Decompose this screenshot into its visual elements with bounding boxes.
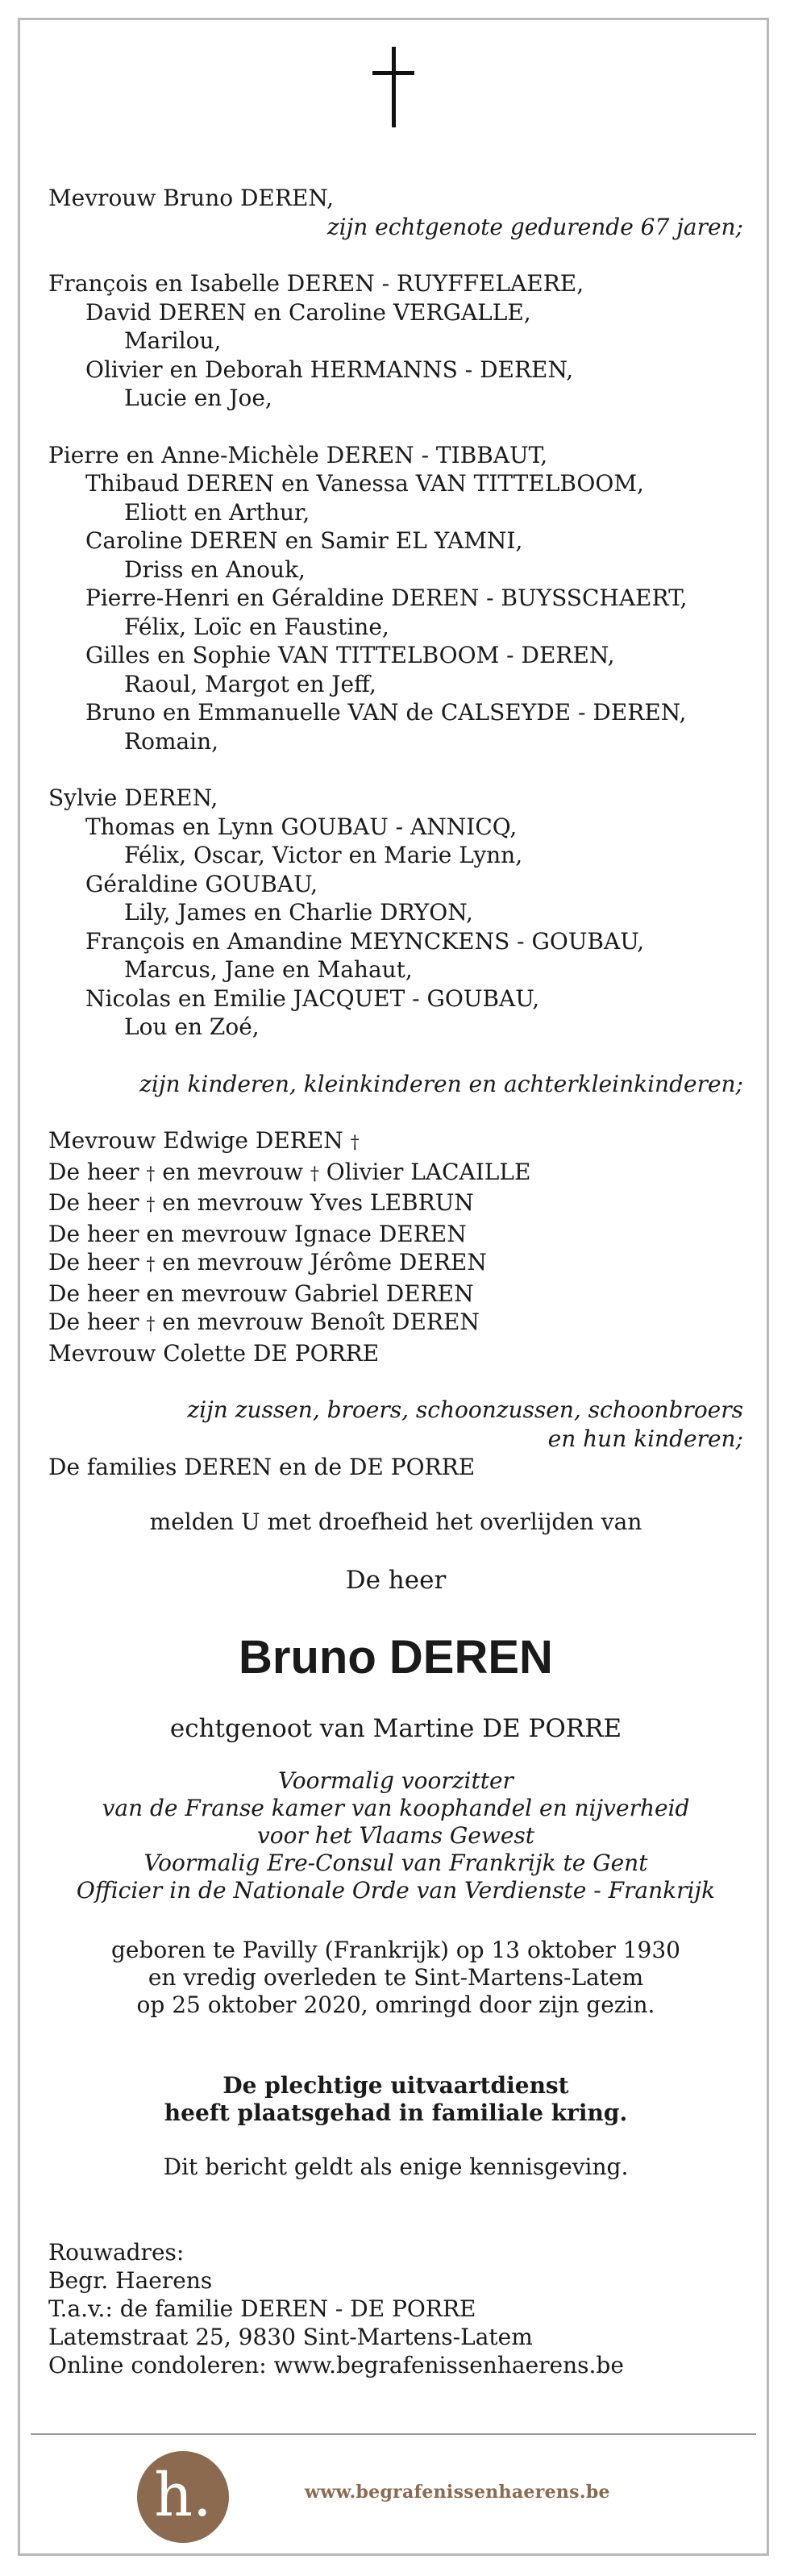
spouse-caption: zijn echtgenote gedurende 67 jaren; [326, 213, 743, 240]
sibling-line: De heer en mevrouw Gabriel DEREN [48, 1280, 474, 1307]
child-family-head: Pierre en Anne-Michèle DEREN - TIBBAUT, [48, 441, 548, 468]
grandchild-line: David DEREN en Caroline VERGALLE, [85, 298, 531, 326]
great-grandchild-line: Lucie en Joe, [124, 385, 272, 411]
address-block [48, 2238, 743, 2379]
funeral-line: De plechtige uitvaartdienst [222, 2072, 569, 2099]
families-line: De families DEREN en de DE PORRE [48, 1454, 476, 1480]
great-grandchild-line: Lily, James en Charlie DRYON, [124, 899, 473, 926]
function-line: van de Franse kamer van koophandel en nijverheid [102, 1795, 690, 1821]
website-link[interactable]: www.begrafenissenhaerens.be [305, 2482, 610, 2503]
function-line: Officier in de Nationale Orde van Verdienste - Frankrijk [76, 1877, 716, 1904]
grandchild-line: Thomas en Lynn GOUBAU - ANNICQ, [85, 813, 518, 840]
grandchild-line: Nicolas en Emilie JACQUET - GOUBAU, [85, 984, 540, 1012]
funeral-block [48, 2072, 743, 2127]
grandchild-line: Thibaud DEREN en Vanessa VAN TITTELBOOM, [85, 470, 644, 497]
funeral-home-logo: h. [137, 2451, 229, 2543]
deceased-name: Bruno DEREN [239, 1630, 553, 1683]
great-grandchild-line: Félix, Oscar, Victor en Marie Lynn, [124, 842, 523, 868]
sibling-line: De heer † en mevrouw † Olivier LACAILLE [48, 1158, 531, 1185]
great-grandchild-line: Driss en Anouk, [124, 556, 306, 583]
child-family-head: François en Isabelle DEREN - RUYFFELAERE, [48, 270, 584, 297]
cross-icon [372, 47, 414, 127]
birth-death-line: geboren te Pavilly (Frankrijk) op 13 oktober 1930 [111, 1937, 680, 1963]
function-line: voor het Vlaams Gewest [256, 1822, 535, 1849]
spouse-of: echtgenoot van Martine DE PORRE [169, 1713, 622, 1743]
sibling-line: De heer † en mevrouw Jérôme DEREN [48, 1249, 487, 1276]
functions-block [48, 1767, 743, 1904]
dagger-icon: † [310, 1163, 319, 1184]
siblings-caption: en hun kinderen; [547, 1425, 743, 1452]
great-grandchild-line: Marilou, [124, 327, 222, 354]
address-line: Rouwadres: [48, 2238, 185, 2266]
sibling-line: Mevrouw Edwige DEREN † [48, 1127, 360, 1154]
address-line: T.a.v.: de familie DEREN - DE PORRE [48, 2295, 476, 2322]
notice-text: Dit bericht geldt als enige kennisgeving. [163, 2154, 629, 2180]
address-line: Begr. Haerens [48, 2266, 213, 2294]
birth-death-block [48, 1937, 743, 2019]
sibling-line: De heer † en mevrouw Yves LEBRUN [48, 1189, 474, 1216]
obituary-text [48, 184, 743, 2379]
grandchild-line: Pierre-Henri en Géraldine DEREN - BUYSSCHAERT, [85, 585, 688, 611]
great-grandchild-line: Raoul, Margot en Jeff, [124, 670, 376, 697]
great-grandchild-line: Marcus, Jane en Mahaut, [124, 956, 413, 983]
deceased-title: De heer [345, 1566, 447, 1595]
sibling-line: De heer en mevrouw Ignace DEREN [48, 1220, 467, 1247]
dagger-icon: † [146, 1195, 156, 1215]
child-family-head: Sylvie DEREN, [48, 784, 218, 811]
footer-divider [31, 2433, 756, 2435]
function-line: Voormalig Ere-Consul van Frankrijk te Gent [143, 1850, 648, 1876]
grandchild-line: Caroline DEREN en Samir EL YAMNI, [85, 527, 523, 554]
children-caption: zijn kinderen, kleinkinderen en achterkleinkinderen; [139, 1070, 743, 1097]
grandchild-line: Gilles en Sophie VAN TITTELBOOM - DEREN, [85, 642, 615, 668]
address-line: Online condoleren: www.begrafenissenhaerens.be [48, 2351, 624, 2378]
sibling-line: De heer † en mevrouw Benoît DEREN [48, 1309, 480, 1335]
grandchild-line: Géraldine GOUBAU, [85, 870, 318, 897]
grandchild-line: Bruno en Emmanuelle VAN de CALSEYDE - DEREN, [85, 699, 687, 726]
dagger-icon: † [146, 1163, 156, 1184]
dagger-icon: † [146, 1314, 156, 1334]
intro-text: melden U met droefheid het overlijden van [149, 1508, 642, 1535]
great-grandchild-line: Félix, Loïc en Faustine, [124, 613, 389, 640]
address-line: Latemstraat 25, 9830 Sint-Martens-Latem [48, 2323, 533, 2350]
great-grandchild-line: Lou en Zoé, [124, 1013, 260, 1040]
spouse-line: Mevrouw Bruno DEREN, [48, 185, 335, 211]
dagger-icon: † [146, 1255, 156, 1275]
birth-death-line: en vredig overleden te Sint-Martens-Latem [148, 1964, 644, 1991]
great-grandchild-line: Romain, [124, 727, 219, 755]
funeral-line: heeft plaatsgehad in familiale kring. [164, 2100, 628, 2126]
great-grandchild-line: Eliott en Arthur, [124, 498, 310, 526]
birth-death-line: op 25 oktober 2020, omringd door zijn gezin. [136, 1991, 655, 2018]
grandchild-line: Olivier en Deborah HERMANNS - DEREN, [85, 356, 574, 383]
sibling-line: Mevrouw Colette DE PORRE [48, 1339, 380, 1367]
function-line: Voormalig voorzitter [278, 1767, 514, 1794]
dagger-icon: † [350, 1133, 360, 1153]
grandchild-line: François en Amandine MEYNCKENS - GOUBAU, [85, 927, 645, 955]
siblings-caption: zijn zussen, broers, schoonzussen, schoonbroers [187, 1396, 743, 1423]
